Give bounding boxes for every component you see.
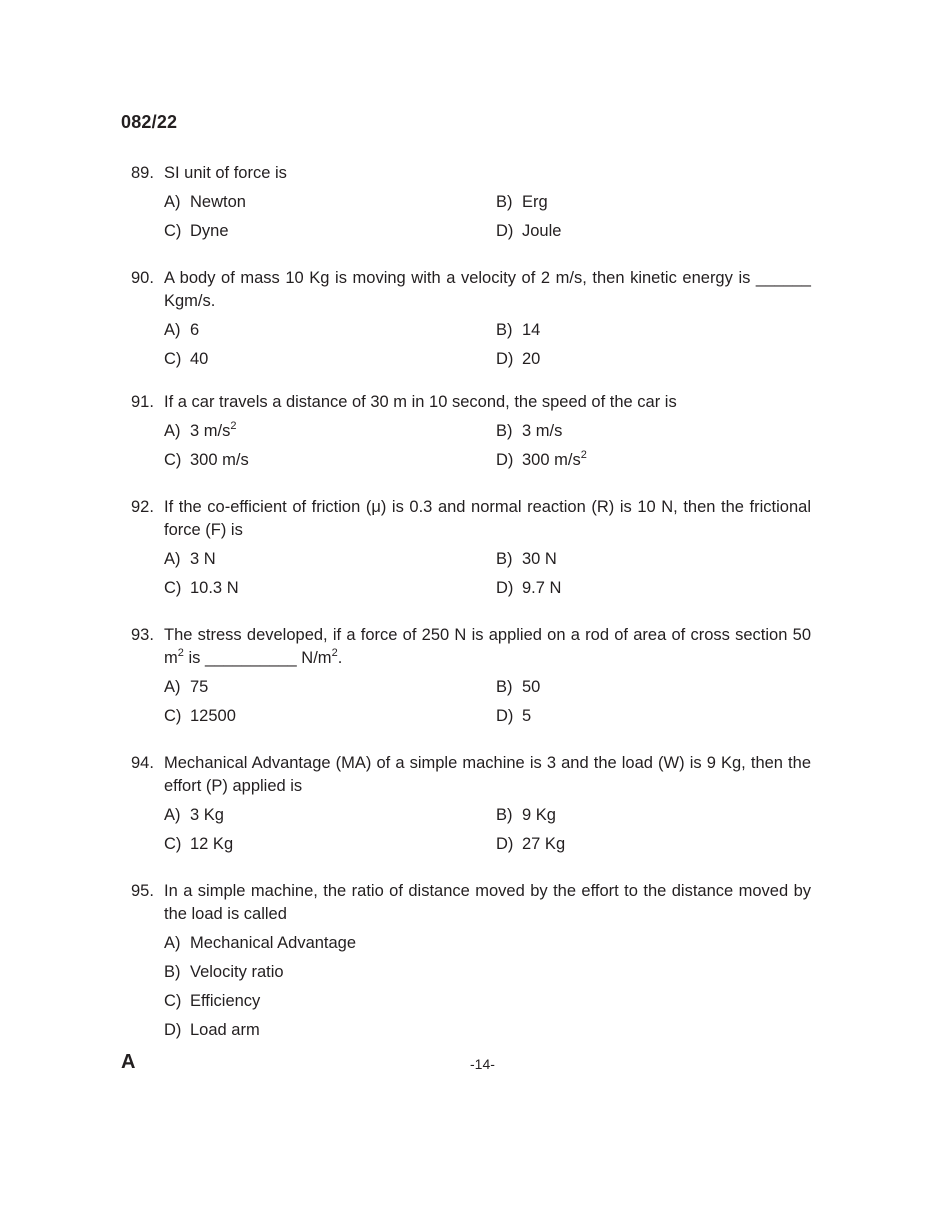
option-c (164, 220, 496, 243)
option-text: Velocity ratio (190, 963, 284, 981)
option-c (164, 577, 496, 600)
question-94 (131, 752, 811, 856)
paper-code: 082/22 (121, 112, 178, 132)
option-letter: A) (164, 934, 181, 952)
option-b (496, 548, 796, 571)
option-c (164, 348, 496, 371)
question-text: Mechanical Advantage (MA) of a simple machine is 3 and the load (W) is 9 Kg, then the effort (P) applied is (164, 754, 811, 795)
option-a (164, 420, 496, 443)
question-text: In a simple machine, the ratio of distance moved by the effort to the distance moved by the load is called (164, 882, 811, 923)
option-text: 30 N (522, 550, 557, 568)
option-c (164, 833, 496, 856)
question-number: 95. (131, 882, 154, 900)
option-text: 12500 (190, 707, 236, 725)
question-number: 91. (131, 393, 154, 411)
option-text: Joule (522, 222, 562, 240)
option-b (496, 319, 796, 342)
question-text: SI unit of force is (164, 164, 287, 182)
option-letter: B) (164, 963, 181, 981)
option-c (164, 449, 496, 472)
option-b (164, 961, 764, 984)
option-letter: A) (164, 806, 181, 824)
option-text: 75 (190, 678, 209, 696)
option-text: 20 (522, 350, 541, 368)
question-95 (131, 880, 811, 1042)
option-a (164, 191, 496, 214)
option-d (164, 1019, 764, 1042)
option-d (496, 705, 796, 728)
option-letter: C) (164, 222, 182, 240)
option-letter: B) (496, 321, 513, 339)
option-text: 27 Kg (522, 835, 566, 853)
option-text: 3 m/s (190, 422, 231, 440)
option-a (164, 932, 764, 955)
option-b (496, 420, 796, 443)
question-89 (131, 162, 811, 243)
option-letter: D) (496, 222, 514, 240)
option-letter: C) (164, 350, 182, 368)
option-text: 300 m/s (522, 451, 581, 469)
option-text: Dyne (190, 222, 229, 240)
option-letter: A) (164, 550, 181, 568)
option-d (496, 449, 796, 472)
options (164, 420, 811, 472)
question-90 (131, 267, 811, 371)
options (164, 804, 811, 856)
question-text-part: is __________ N/m (183, 649, 332, 667)
superscript: 2 (580, 448, 587, 461)
option-letter: C) (164, 707, 182, 725)
superscript: 2 (177, 646, 184, 659)
option-letter: A) (164, 678, 181, 696)
option-d (496, 833, 796, 856)
page-number: -14- (470, 1056, 495, 1072)
option-text: 3 Kg (190, 806, 224, 824)
options (164, 932, 811, 1042)
option-letter: A) (164, 422, 181, 440)
option-letter: D) (496, 579, 514, 597)
options (164, 676, 811, 728)
option-text: Load arm (190, 1021, 260, 1039)
option-b (496, 804, 796, 827)
option-text: Erg (522, 193, 548, 211)
option-text: 3 m/s (522, 422, 563, 440)
options (164, 191, 811, 243)
option-b (496, 191, 796, 214)
question-number: 89. (131, 164, 154, 182)
option-letter: B) (496, 806, 513, 824)
option-d (496, 220, 796, 243)
option-c (164, 990, 764, 1013)
question-text: If a car travels a distance of 30 m in 10 second, the speed of the car is (164, 393, 677, 411)
question-91 (131, 391, 811, 472)
question-text: If the co-efficient of friction (μ) is 0.3 and normal reaction (R) is 10 N, then the frictional force (F) is (164, 498, 811, 539)
superscript: 2 (230, 419, 237, 432)
option-text: 9.7 N (522, 579, 562, 597)
option-a (164, 676, 496, 699)
option-b (496, 676, 796, 699)
option-letter: B) (496, 193, 513, 211)
question-92 (131, 496, 811, 600)
option-letter: B) (496, 422, 513, 440)
option-letter: B) (496, 678, 513, 696)
option-text: 50 (522, 678, 541, 696)
option-letter: C) (164, 451, 182, 469)
option-letter: C) (164, 835, 182, 853)
question-text: A body of mass 10 Kg is moving with a velocity of 2 m/s, then kinetic energy is ______ Kgm/s. (164, 269, 811, 310)
option-text: 40 (190, 350, 209, 368)
option-letter: C) (164, 992, 182, 1010)
question-number: 92. (131, 498, 154, 516)
option-text: 14 (522, 321, 541, 339)
option-letter: A) (164, 321, 181, 339)
option-text: 10.3 N (190, 579, 239, 597)
option-letter: D) (496, 451, 514, 469)
option-a (164, 548, 496, 571)
option-text: 5 (522, 707, 532, 725)
question-93 (131, 624, 811, 728)
option-letter: C) (164, 579, 182, 597)
question-text-part: . (337, 649, 343, 667)
option-a (164, 319, 496, 342)
option-text: 6 (190, 321, 200, 339)
option-a (164, 804, 496, 827)
options (164, 548, 811, 600)
question-number: 93. (131, 626, 154, 644)
option-c (164, 705, 496, 728)
options (164, 319, 811, 371)
option-letter: D) (496, 350, 514, 368)
option-text: 300 m/s (190, 451, 249, 469)
option-d (496, 348, 796, 371)
option-text: Efficiency (190, 992, 261, 1010)
question-number: 94. (131, 754, 154, 772)
option-letter: D) (164, 1021, 182, 1039)
option-letter: D) (496, 835, 514, 853)
option-letter: D) (496, 707, 514, 725)
question-text-part: The stress developed, if a force of 250 N is applied on a rod of area of cross section 50 m (164, 626, 811, 667)
option-letter: B) (496, 550, 513, 568)
option-letter: A) (164, 193, 181, 211)
question-text (164, 624, 811, 670)
superscript: 2 (331, 646, 338, 659)
option-text: Mechanical Advantage (190, 934, 357, 952)
option-text: 12 Kg (190, 835, 234, 853)
option-d (496, 577, 796, 600)
option-text: 9 Kg (522, 806, 556, 824)
question-number: 90. (131, 269, 154, 287)
option-text: Newton (190, 193, 246, 211)
option-text: 3 N (190, 550, 216, 568)
series-mark: A (121, 1051, 136, 1073)
